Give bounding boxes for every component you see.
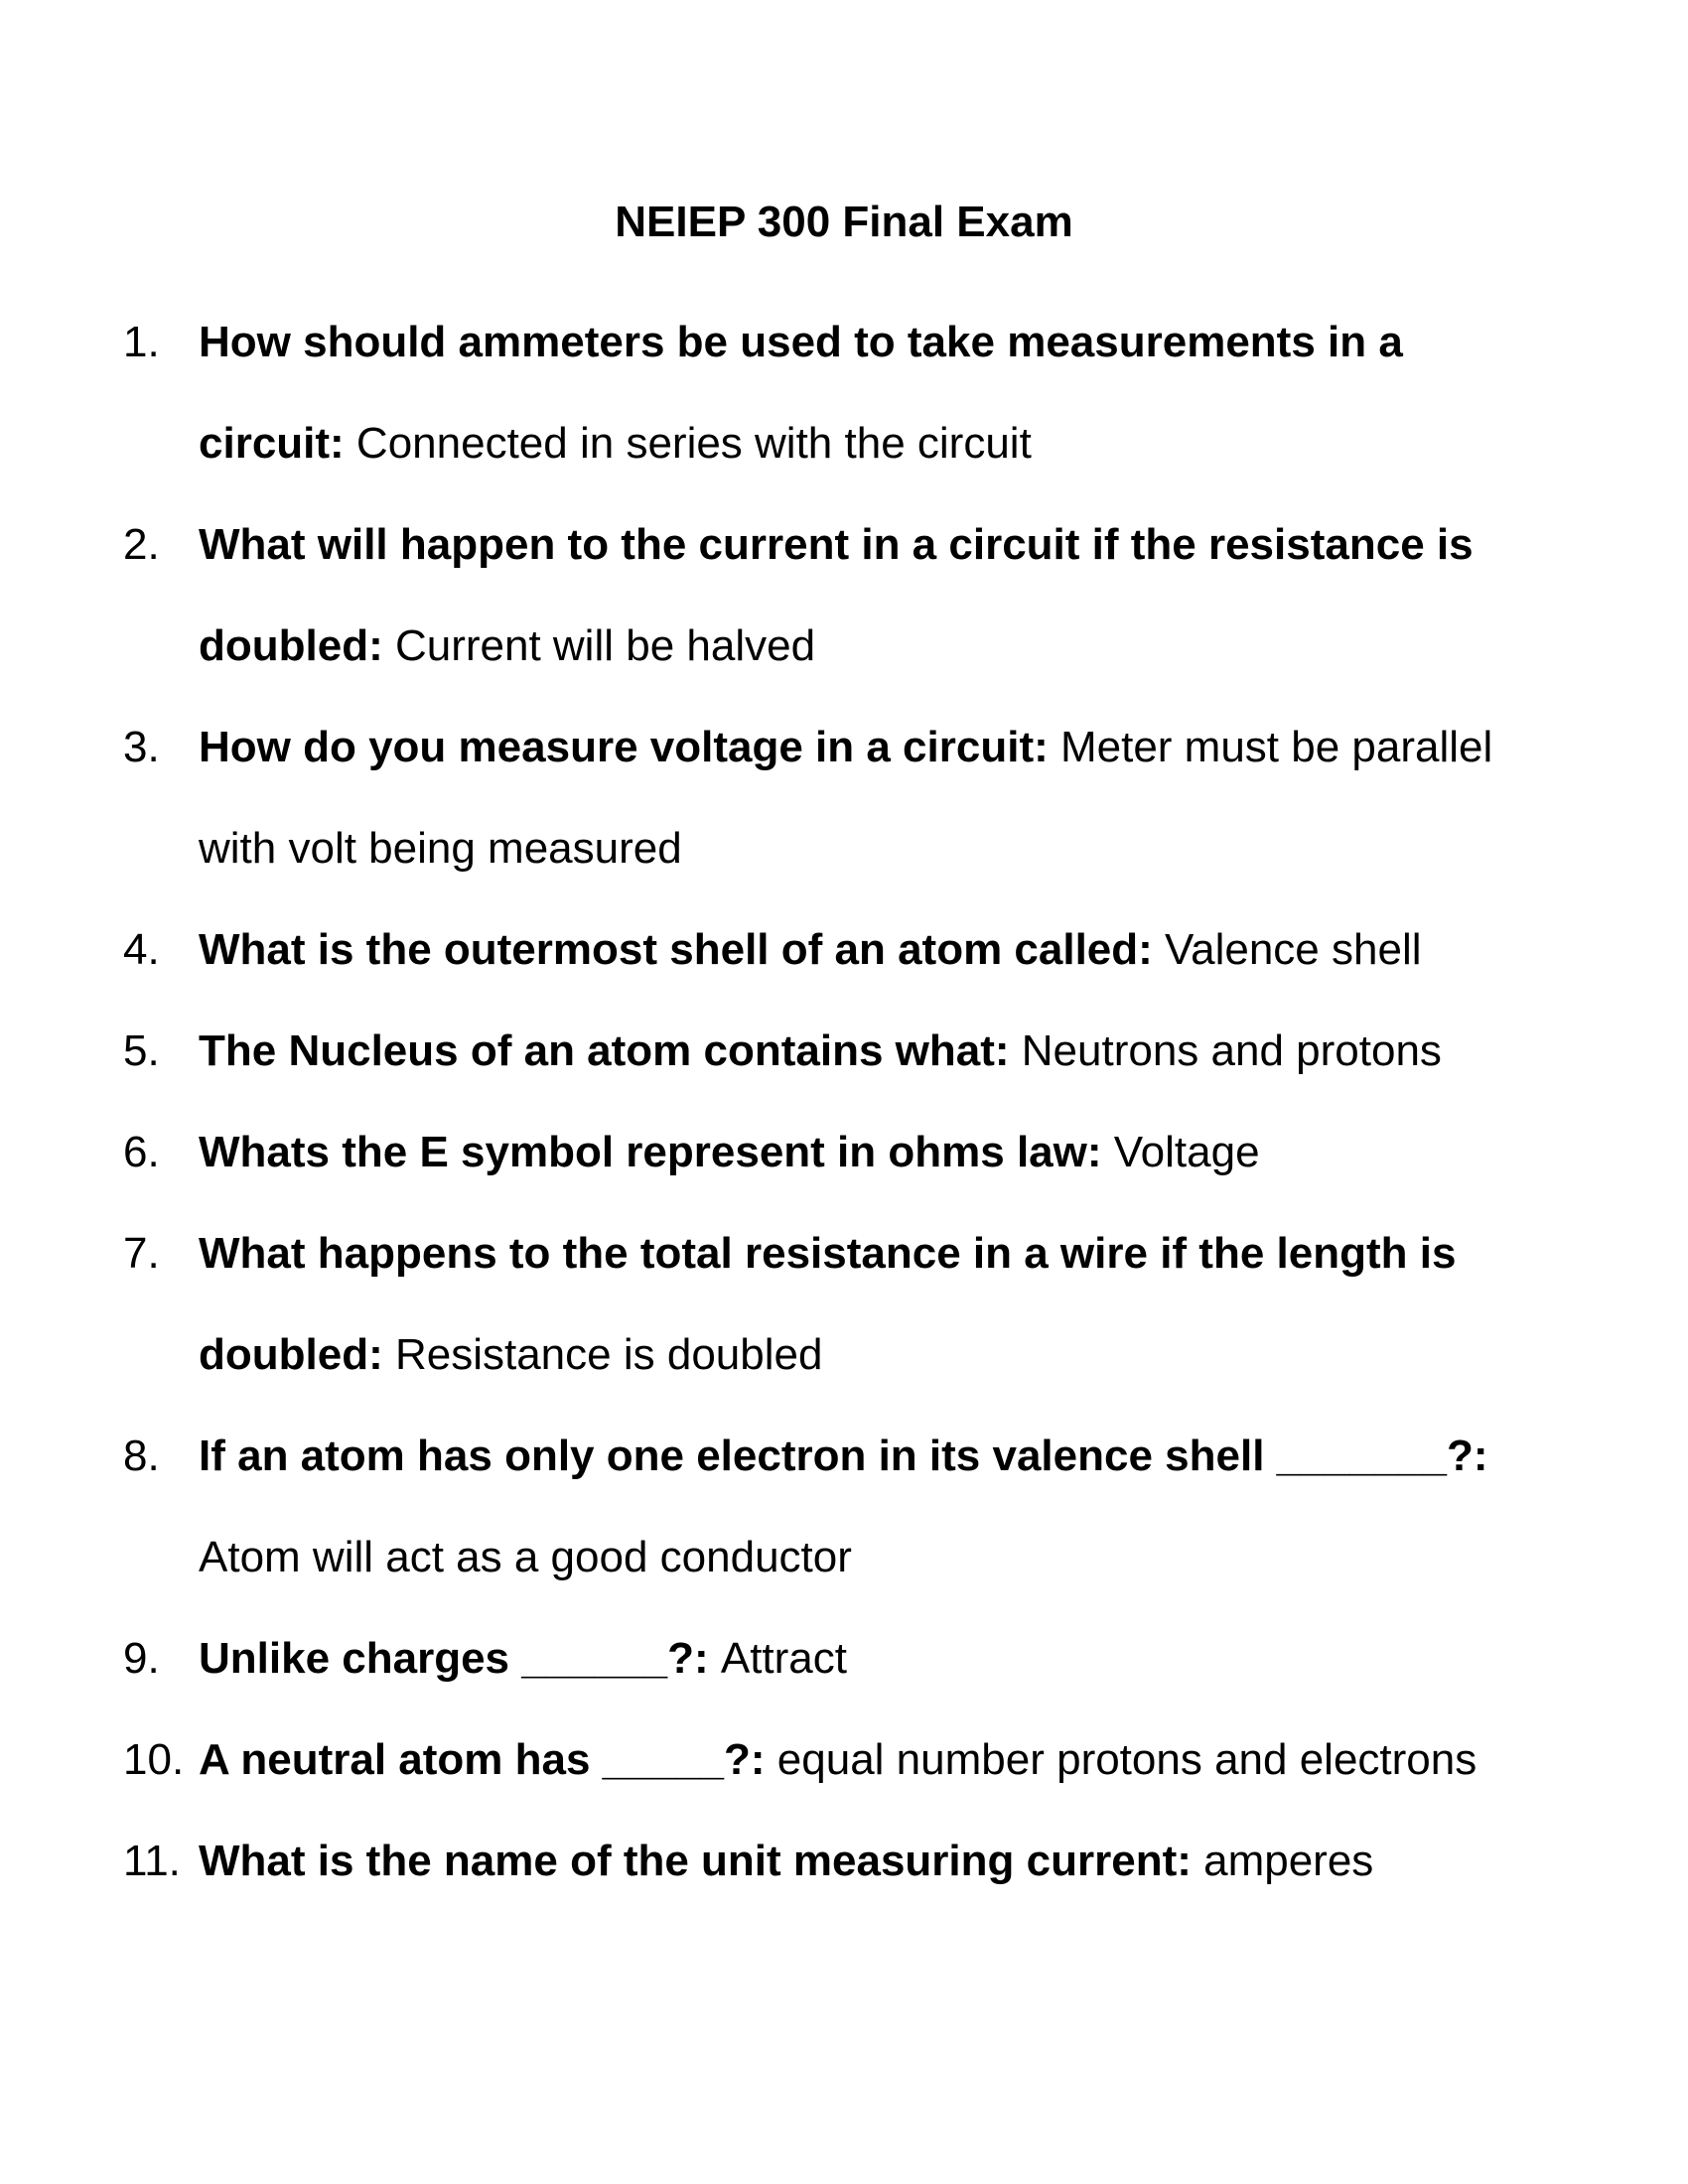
answer-text: Meter must be parallel with volt being measured xyxy=(199,723,1493,873)
question-text: How do you measure voltage in a circuit: xyxy=(199,723,1060,771)
question-item xyxy=(0,697,1509,899)
question-number: 9. xyxy=(123,1634,160,1683)
answer-text: equal number protons and electrons xyxy=(776,1735,1477,1784)
question-text: What happens to the total resistance in a wire if the length is doubled: xyxy=(199,1229,1457,1379)
question-number: 3. xyxy=(123,723,160,771)
question-text: A neutral atom has _____?: xyxy=(199,1735,777,1784)
question-text: What is the name of the unit measuring current: xyxy=(199,1837,1204,1885)
answer-text: Attract xyxy=(720,1634,847,1683)
question-item xyxy=(0,1001,1509,1102)
answer-text: Voltage xyxy=(1113,1128,1260,1176)
question-item xyxy=(0,1608,1509,1709)
question-number: 4. xyxy=(123,925,160,974)
question-text: Unlike charges ______?: xyxy=(199,1634,721,1683)
answer-text: Valence shell xyxy=(1165,925,1422,974)
answer-text: Current will be halved xyxy=(394,621,816,670)
question-item xyxy=(0,899,1509,1001)
question-item xyxy=(0,494,1509,697)
question-number: 6. xyxy=(123,1128,160,1176)
question-number: 10. xyxy=(123,1735,185,1784)
question-list xyxy=(0,292,1688,1912)
answer-text: Neutrons and protons xyxy=(1021,1026,1442,1075)
page-title: NEIEP 300 Final Exam xyxy=(615,198,1073,246)
question-item xyxy=(0,292,1509,494)
question-text: If an atom has only one electron in its valence shell _______?: xyxy=(199,1432,1488,1480)
question-number: 5. xyxy=(123,1026,160,1075)
question-text: How should ammeters be used to take measurements in a circuit: xyxy=(199,318,1403,468)
question-item xyxy=(0,1406,1509,1608)
answer-text: Resistance is doubled xyxy=(394,1330,823,1379)
question-item xyxy=(0,1709,1509,1811)
answer-text: Connected in series with the circuit xyxy=(355,419,1032,468)
question-number: 7. xyxy=(123,1229,160,1278)
answer-text: Atom will act as a good conductor xyxy=(199,1533,852,1581)
question-item xyxy=(0,1102,1509,1203)
question-item xyxy=(0,1811,1509,1912)
question-number: 1. xyxy=(123,318,160,366)
question-text: What will happen to the current in a circuit if the resistance is doubled: xyxy=(199,520,1474,670)
question-number: 2. xyxy=(123,520,160,569)
question-text: The Nucleus of an atom contains what: xyxy=(199,1026,1022,1075)
question-text: What is the outermost shell of an atom called: xyxy=(199,925,1166,974)
answer-text: amperes xyxy=(1203,1837,1374,1885)
question-text: Whats the E symbol represent in ohms law: xyxy=(199,1128,1114,1176)
question-number: 8. xyxy=(123,1432,160,1480)
question-item xyxy=(0,1203,1509,1406)
question-number: 11. xyxy=(123,1837,181,1885)
